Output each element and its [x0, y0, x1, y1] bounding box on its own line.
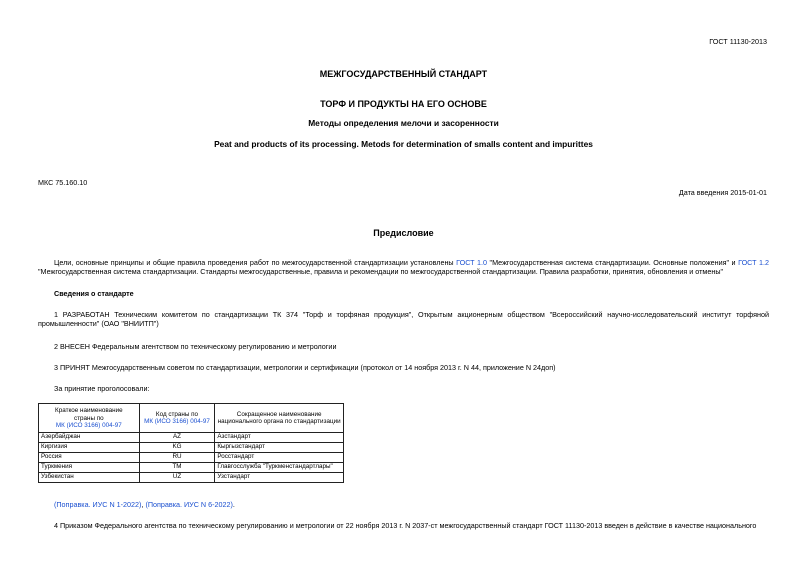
- column-header-body: Сокращенное наименование национального органа по стандартизации: [215, 404, 344, 433]
- amendment-end: .: [232, 500, 235, 509]
- standard-info-heading: Сведения о стандарте: [54, 289, 134, 298]
- vote-intro: За принятие проголосовали:: [54, 384, 150, 393]
- column-header-code: [139, 404, 215, 433]
- column-header-country: [39, 404, 140, 433]
- body-cell: Азстандарт: [215, 432, 344, 442]
- document-code: ГОСТ 11130-2013: [709, 37, 767, 46]
- item-enacted: 4 Приказом Федерального агентства по техническому регулированию и метрологии от 22 ноября 2013 г. N 2037-ст межгосударственный стандарт ГОСТ 11130-2013 введен в действие в качестве национального: [54, 521, 757, 530]
- amendment-separator: ,: [141, 500, 146, 509]
- code-cell: AZ: [139, 432, 215, 442]
- item-developed: 1 РАЗРАБОТАН Техническим комитетом по стандартизации ТК 374 "Торф и торфяная продукция", Открытым акционерным обществом "Всероссийский научно-исследовательский институт торфяной промышленности" (ОАО "ВНИИТП"): [38, 310, 769, 328]
- code-cell: TM: [139, 462, 215, 472]
- mks-code: МКС 75.160.10: [38, 178, 88, 187]
- table-row: [39, 472, 344, 482]
- document-subtitle-en: Peat and products of its processing. Metods for determination of smalls content and impurittes: [214, 139, 593, 149]
- country-cell: Россия: [39, 452, 140, 462]
- document-title: ТОРФ И ПРОДУКТЫ НА ЕГО ОСНОВЕ: [320, 99, 487, 109]
- table-row: [39, 452, 344, 462]
- document-subtitle-ru: Методы определения мелочи и засоренности: [308, 118, 499, 128]
- amendments-line: [54, 500, 235, 509]
- standard-type-heading: МЕЖГОСУДАРСТВЕННЫЙ СТАНДАРТ: [319, 69, 488, 79]
- header-country-line2: страны по: [73, 414, 104, 422]
- header-code-line1: Код страны по: [155, 410, 199, 418]
- amendment-link-2[interactable]: (Поправка. ИУС N 6-2022): [145, 500, 233, 509]
- table-row: [39, 462, 344, 472]
- code-cell: KG: [139, 442, 215, 452]
- body-cell: Росстандарт: [215, 452, 344, 462]
- preface-text-a: Цели, основные принципы и общие правила проведения работ по межгосударственной стандартизации установлены: [54, 258, 457, 267]
- table-row: [39, 442, 344, 452]
- preface-text-b: "Межгосударственная система стандартизации. Основные положения" и: [487, 258, 739, 267]
- voting-table: [38, 403, 344, 483]
- gost-1-2-link[interactable]: ГОСТ 1.2: [738, 258, 769, 267]
- preface-paragraph: [38, 258, 769, 276]
- code-cell: RU: [139, 452, 215, 462]
- code-cell: UZ: [139, 472, 215, 482]
- country-cell: Азербайджан: [39, 432, 140, 442]
- gost-1-0-link[interactable]: ГОСТ 1.0: [456, 258, 488, 267]
- body-cell: Узстандарт: [215, 472, 344, 482]
- amendment-link-1[interactable]: (Поправка. ИУС N 1-2022): [54, 500, 142, 509]
- body-cell: Кыргызстандарт: [215, 442, 344, 452]
- preface-text-c: "Межгосударственная система стандартизации. Стандарты межгосударственные, правила и рекомендации по межгосударственной стандартизации. Правила разработки, принятия, обновления и отмены": [38, 267, 724, 276]
- preface-heading: Предисловие: [373, 228, 434, 238]
- mk-iso-link[interactable]: МК (ИСО 3166) 004-97: [144, 418, 210, 426]
- country-cell: Узбекистан: [39, 472, 140, 482]
- country-cell: Киргизия: [39, 442, 140, 452]
- item-adopted: 3 ПРИНЯТ Межгосударственным советом по стандартизации, метрологии и сертификации (протокол от 14 ноября 2013 г. N 44, приложение N 24доп): [54, 363, 556, 372]
- body-cell: Главгосслужба "Туркменстандартлары": [215, 462, 344, 472]
- country-cell: Туркмения: [39, 462, 140, 472]
- item-submitted: 2 ВНЕСЕН Федеральным агентством по техническому регулированию и метрологии: [54, 342, 337, 351]
- header-country-line1: Краткое наименование: [55, 407, 123, 414]
- mk-iso-link[interactable]: МК (ИСО 3166) 004-97: [55, 422, 122, 430]
- intro-date: Дата введения 2015-01-01: [678, 188, 767, 197]
- table-row: [39, 432, 344, 442]
